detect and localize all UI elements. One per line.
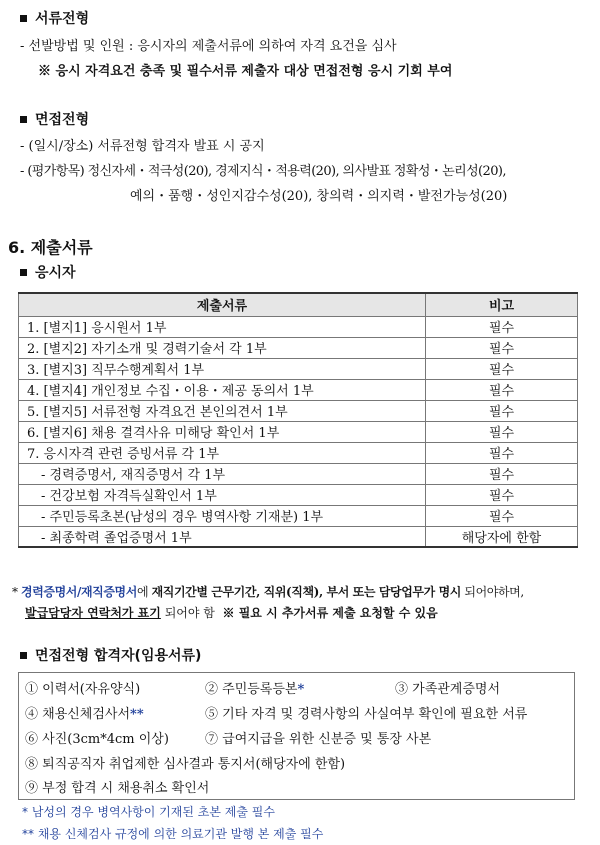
remark-cell: 필수 (426, 484, 578, 505)
doc-screening-title: 서류전형 (35, 11, 90, 27)
note-blue-text: 경력증명서/재직증명서 (21, 585, 137, 599)
doc-cell: - 최종학력 졸업증명서 1부 (19, 526, 426, 547)
table-header-row (19, 293, 578, 316)
list-item: ⑥ 사진(3cm*4cm 이상) (25, 732, 169, 747)
footnote-marker: * (297, 682, 305, 697)
footnote-marker: ** (130, 707, 144, 722)
interview-line2: - (평가항목) 정신자세・적극성(20), 경제지식・적용력(20), 의사발표 정확성・논리성(20), (20, 164, 506, 179)
list-item (25, 703, 144, 722)
applicant-title: 응시자 (35, 265, 76, 281)
list-item: ⑧ 퇴직공직자 취업제한 심사결과 통지서(해당자에 한함) (25, 757, 346, 772)
interview-line3: 예의・품행・성인지감수성(20), 창의력・의지력・발전가능성(20) (130, 189, 508, 204)
square-bullet-icon (20, 269, 27, 276)
header-remarks: 비고 (426, 293, 578, 316)
square-bullet-icon (20, 116, 27, 123)
list-item-text: ② 주민등록등본 (205, 682, 298, 697)
doc-cell: - 경력증명서, 재직증명서 각 1부 (19, 463, 426, 484)
note-bold-text: 재직기간별 근무기간, 직위(직책), 부서 또는 담당업무가 명시 (151, 585, 461, 599)
remark-cell: 필수 (426, 400, 578, 421)
doc-cell: 3. [별지3] 직무수행계획서 1부 (19, 358, 426, 379)
table-row (19, 484, 578, 505)
interview-heading (20, 109, 89, 129)
table-row (19, 463, 578, 484)
remark-cell: 필수 (426, 463, 578, 484)
list-item: ⑤ 기타 자격 및 경력사항의 사실여부 확인에 필요한 서류 (205, 707, 528, 722)
table-row (19, 358, 578, 379)
remark-cell: 필수 (426, 358, 578, 379)
required-documents-table (18, 292, 578, 548)
doc-cell: 5. [별지5] 서류전형 자격요건 본인의견서 1부 (19, 400, 426, 421)
note-star: * (12, 585, 18, 599)
note-text: 에 (136, 585, 149, 599)
footnote-1: * 남성의 경우 병역사항이 기재된 초본 제출 필수 (22, 805, 275, 819)
hired-title: 면접전형 합격자(임용서류) (35, 648, 202, 664)
doc-screening-heading (20, 8, 89, 28)
table-note-line1 (12, 583, 524, 600)
hired-heading (20, 645, 201, 665)
doc-cell: 2. [별지2] 자기소개 및 경력기술서 각 1부 (19, 337, 426, 358)
note-extra-request: ※ 필요 시 추가서류 제출 요청할 수 있음 (222, 606, 438, 620)
doc-cell: 6. [별지6] 채용 결격사유 미해당 확인서 1부 (19, 421, 426, 442)
list-item: ⑨ 부정 합격 시 채용취소 확인서 (25, 781, 210, 796)
table-row (19, 337, 578, 358)
header-documents: 제출서류 (19, 293, 426, 316)
remark-cell: 해당자에 한함 (426, 526, 578, 547)
remark-cell: 필수 (426, 505, 578, 526)
doc-cell: 1. [별지1] 응시원서 1부 (19, 316, 426, 337)
interview-line1: - (일시/장소) 서류전형 합격자 발표 시 공지 (20, 139, 265, 154)
remark-cell: 필수 (426, 316, 578, 337)
interview-title: 면접전형 (35, 112, 90, 128)
doc-cell: - 건강보험 자격득실확인서 1부 (19, 484, 426, 505)
square-bullet-icon (20, 15, 27, 22)
table-row (19, 526, 578, 547)
table-row (19, 316, 578, 337)
list-item-text: ④ 채용신체검사서 (25, 707, 131, 722)
table-row (19, 421, 578, 442)
footnote-2: ** 채용 신체검사 규정에 의한 의료기관 발행 본 제출 필수 (22, 827, 324, 841)
table-row (19, 505, 578, 526)
doc-screening-note: ※ 응시 자격요건 충족 및 필수서류 제출자 대상 면접전형 응시 기회 부여 (38, 64, 453, 79)
table-row (19, 379, 578, 400)
hired-documents-box (18, 672, 575, 800)
note-underlined-text: 발급담당자 연락처가 표기 (25, 606, 161, 620)
section6-title: 6. 제출서류 (8, 238, 93, 257)
remark-cell: 필수 (426, 421, 578, 442)
table-note-line2 (25, 604, 438, 621)
note-text: 되어야 함 (164, 606, 215, 620)
square-bullet-icon (20, 652, 27, 659)
list-item: ⑦ 급여지급을 위한 신분증 및 통장 사본 (205, 732, 432, 747)
doc-cell: 7. 응시자격 관련 증빙서류 각 1부 (19, 442, 426, 463)
table-row (19, 400, 578, 421)
applicant-heading (20, 262, 76, 282)
list-item: ① 이력서(자유양식) (25, 682, 141, 697)
doc-cell: 4. [별지4] 개인정보 수집・이용・제공 동의서 1부 (19, 379, 426, 400)
table-row (19, 442, 578, 463)
list-item (205, 678, 304, 697)
remark-cell: 필수 (426, 337, 578, 358)
list-item: ③ 가족관계증명서 (395, 682, 501, 697)
remark-cell: 필수 (426, 442, 578, 463)
doc-screening-line: - 선발방법 및 인원 : 응시자의 제출서류에 의하여 자격 요건을 심사 (20, 39, 397, 54)
remark-cell: 필수 (426, 379, 578, 400)
doc-cell: - 주민등록초본(남성의 경우 병역사항 기재분) 1부 (19, 505, 426, 526)
note-text: 되어야하며, (464, 585, 524, 599)
